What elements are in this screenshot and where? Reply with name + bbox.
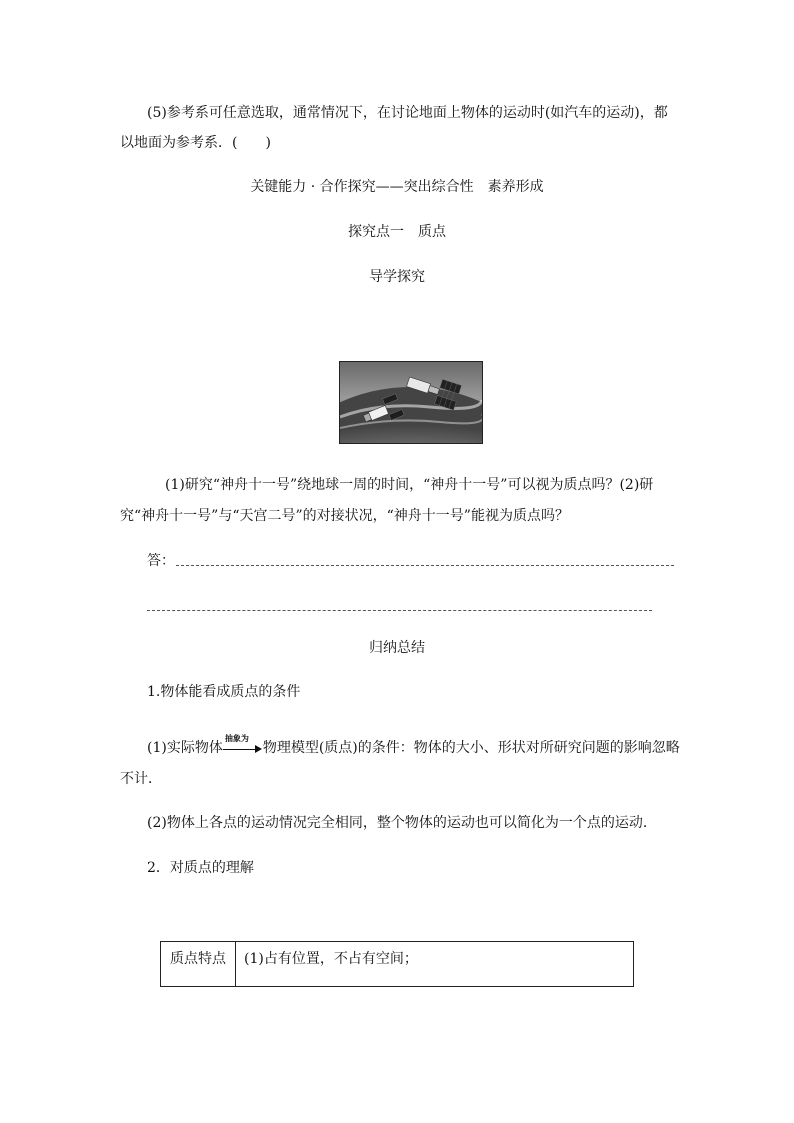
particle-features-table <box>160 941 634 987</box>
summary-title: 归纳总结 <box>369 640 425 656</box>
answer-label: 答： <box>147 553 175 569</box>
condition-1-line2: 不计． <box>120 771 162 787</box>
answer-line-2[interactable] <box>147 610 652 611</box>
point-title: 探究点一 质点 <box>348 224 446 240</box>
abstraction-arrow-icon <box>223 733 263 755</box>
spacecraft-illustration <box>340 362 482 443</box>
conditions-heading: 1.物体能看成质点的条件 <box>147 684 301 700</box>
question-line2: 究“神舟十一号”与“天宫二号”的对接状况，“神舟十一号”能视为质点吗？ <box>120 508 569 524</box>
answer-line-1[interactable] <box>176 565 674 566</box>
question-line1: (1)研究“神舟十一号”绕地球一周的时间，“神舟十一号”可以视为质点吗？(2)研 <box>165 477 654 493</box>
condition-1-suffix: 物理模型(质点)的条件：物体的大小、形状对所研究问题的影响忽略 <box>262 740 680 756</box>
item5-line1: (5)参考系可任意选取，通常情况下，在讨论地面上物体的运动时(如汽车的运动)，都 <box>147 105 668 121</box>
table-header-cell: 质点特点 <box>161 942 236 987</box>
arrow-label: 抽象为 <box>224 733 249 743</box>
condition-1-prefix: (1)实际物体 <box>147 740 223 756</box>
item5-line2: 以地面为参考系．( ) <box>120 135 271 151</box>
condition-2: (2)物体上各点的运动情况完全相同，整个物体的运动也可以简化为一个点的运动． <box>147 815 657 831</box>
guide-title: 导学探究 <box>369 269 425 285</box>
condition-1-line1 <box>147 733 680 759</box>
understanding-heading: 2．对质点的理解 <box>147 860 254 876</box>
spacecraft-photo <box>339 361 483 444</box>
section-title: 关键能力 · 合作探究——突出综合性 素养形成 <box>250 179 544 195</box>
table-content-cell: (1)占有位置，不占有空间； <box>236 942 634 987</box>
table-row <box>161 942 634 987</box>
